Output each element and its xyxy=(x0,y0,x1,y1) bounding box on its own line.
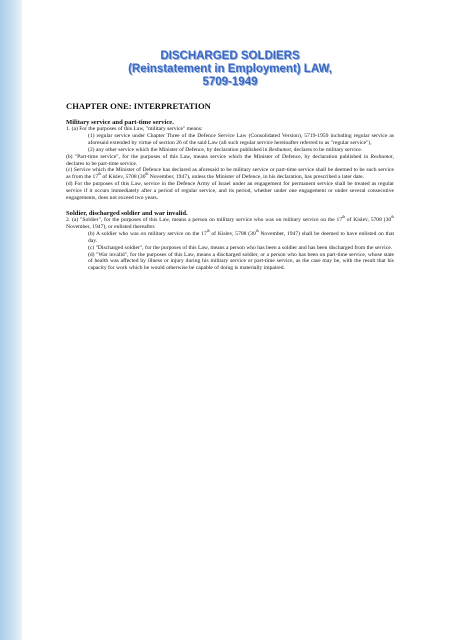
decorative-side-strip xyxy=(0,0,22,640)
section-2-paragraph-b: (b) A soldier who was on military service on the 17th of Kislev, 5708 (30th November, 1947) shall be deemed to have enlisted on that day. xyxy=(88,228,394,244)
section-1-paragraph-a: 1. (a) For the purposes of this Law, "military service" means: xyxy=(66,126,203,132)
section-2-paragraph-a: 2. (a) "Soldier", for the purposes of this Law, means a person on military service who was on military service on the 17th of Kislev, 5708 (30th November, 1947), or enlisted thereafter. xyxy=(66,215,394,230)
section-2-paragraph-c: (c) "Discharged soldier", for the purposes of this Law, means a person who has been a soldier and has been discharged from the service. xyxy=(88,244,393,251)
section-1-paragraph-d: (d) For the purposes of this Law, service in the Defence Army of Israel under an engagement for permanent service shall be treated as regular service if it occurs immediately after a period of regular service, and its period, whether under one engagement or under several consecutive engagements, does not exceed two years. xyxy=(66,181,394,202)
section-1-item-1: (1) regular service under Chapter Three of the Defence Service Law (Consolidated Version), 5719-1959 including regular service as aforesaid extended by virtue of section 26 of the said Law (all such regular service hereinafter referred to as "regular service"), xyxy=(88,132,394,146)
document-page xyxy=(66,50,394,272)
law-title xyxy=(66,50,394,89)
section-1-paragraph-b: (b) "Part-time service", for the purposes of this Law, means service which the Minister of Defence, by declaration published in Reshumot, declares to be part-time service. xyxy=(66,153,394,167)
section-1-item-2: (2) any other service which the Minister of Defence, by declaration published in Reshumot, declares to be military service. xyxy=(88,146,363,153)
chapter-heading: CHAPTER ONE: INTERPRETATION xyxy=(66,101,211,111)
section-2-paragraph-d: (d) "War invalid", for the purposes of this Law, means a discharged soldier, or a person who has been on part-time service, whose state of health was affected by illness or injury during his military service or part-time service, as the case may be, with the result that his capacity for work which he would otherwise be capable of doing is materially impaired. xyxy=(88,251,394,272)
title-line-3: 5709-1949 xyxy=(202,76,258,88)
title-line-2: (Reinstatement in Employment) LAW, xyxy=(128,63,332,75)
section-1-paragraph-c: (c) Service which the Minister of Defence has declared as aforesaid to be military service or part-time service shall be deemed to be such service as from the 17th of Kislev, 5708 (30th November, 1947), unless the Minister of Defence, in his declaration, has prescribed a later date. xyxy=(66,167,394,181)
title-line-1: DISCHARGED SOLDIERS xyxy=(160,50,300,62)
section-2-heading: Soldier, discharged soldier and war invalid. xyxy=(66,209,188,217)
section-1-heading: Military service and part-time service. xyxy=(66,119,174,126)
